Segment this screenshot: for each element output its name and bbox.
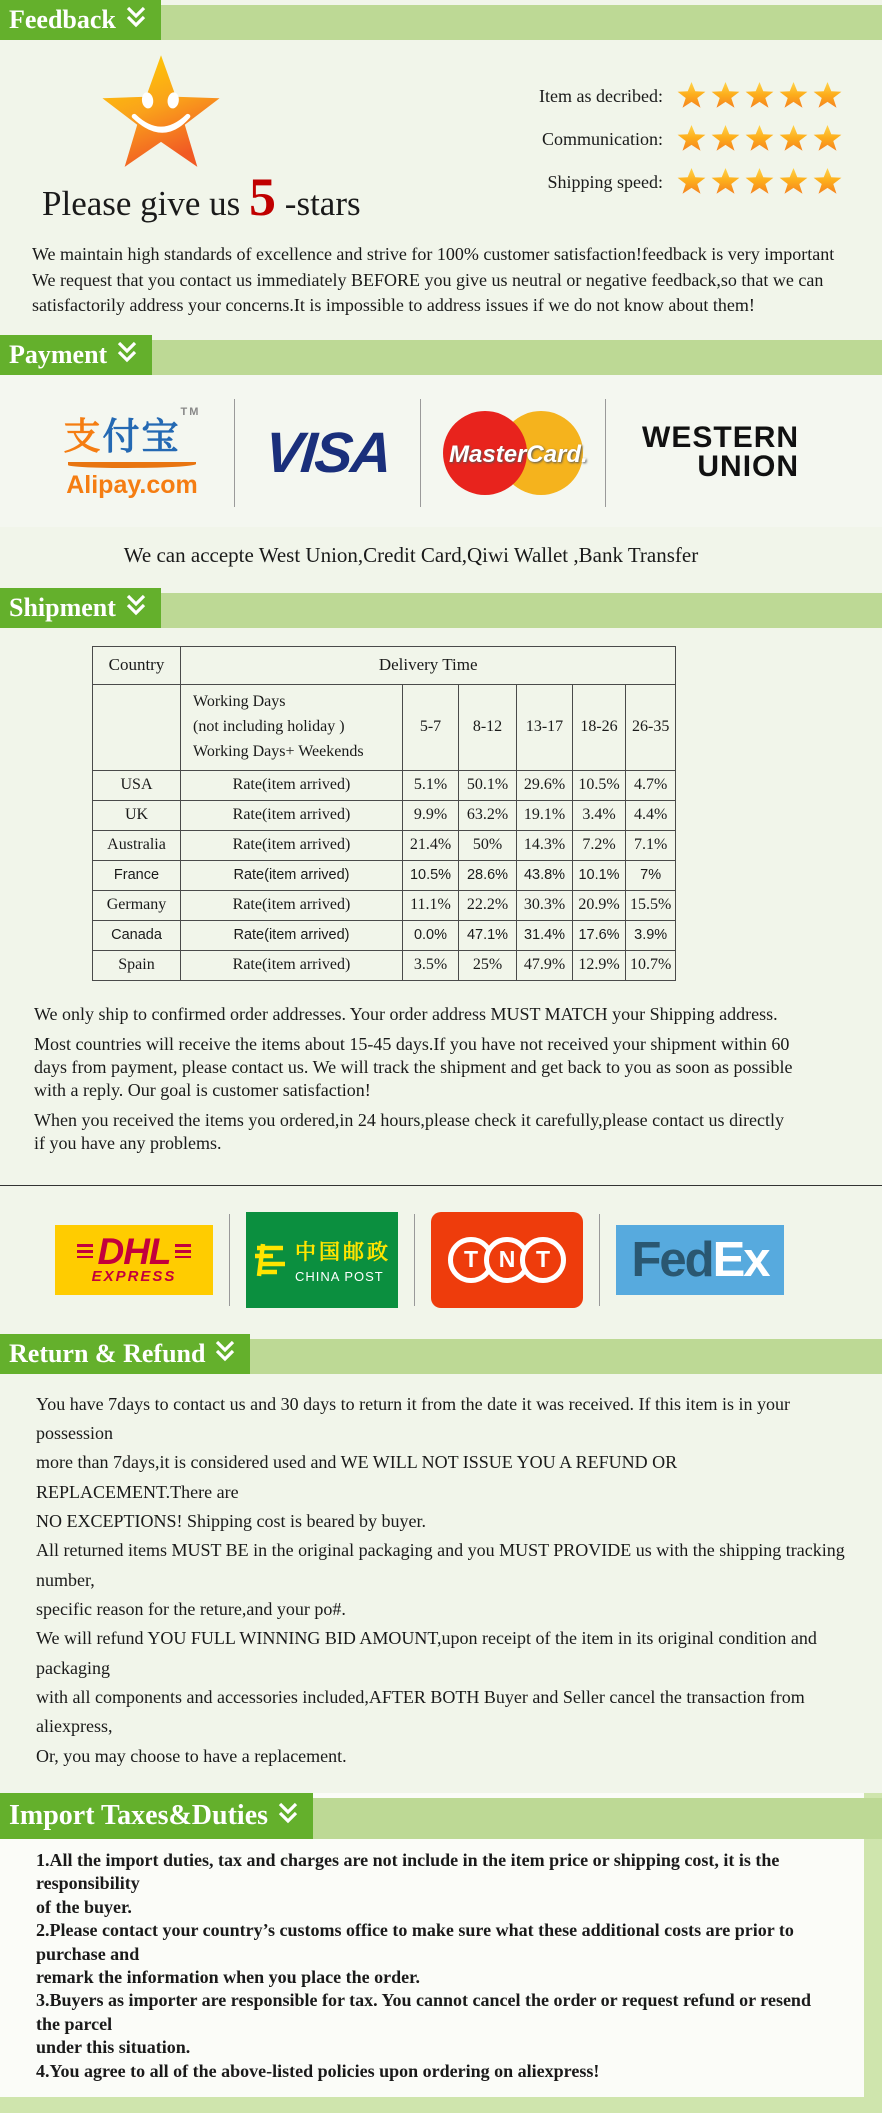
rate-value-cell: 43.8% [517, 860, 573, 890]
rate-value-cell: 47.9% [517, 950, 573, 980]
rate-value-cell: 10.5% [573, 770, 626, 800]
shipment-header-text: Shipment [9, 592, 116, 622]
star-icon [745, 125, 774, 153]
logo-separator [234, 399, 235, 507]
rate-value-cell: 50.1% [459, 770, 517, 800]
paragraph-gap [34, 1102, 852, 1109]
day-range-cell: 18-26 [573, 684, 626, 770]
payment-section-header [0, 335, 882, 375]
table-days-row [93, 684, 676, 770]
star-icon [677, 125, 706, 153]
star-icon [745, 168, 774, 196]
rate-value-cell: 19.1% [517, 800, 573, 830]
table-header-row [93, 646, 676, 684]
country-header-cell: Country [93, 646, 181, 684]
rating-label: Shipping speed: [547, 171, 663, 192]
visa-logo: VISA [262, 420, 393, 485]
delivery-table [92, 646, 676, 981]
logo-separator [414, 1214, 415, 1306]
rate-label-cell: Rate(item arrived) [181, 920, 403, 950]
rate-value-cell: 63.2% [459, 800, 517, 830]
table-row [93, 830, 676, 860]
delivery-time-header-cell: Delivery Time [181, 646, 676, 684]
text-line: Or, you may choose to have a replacement. [36, 1745, 347, 1766]
rate-value-cell: 22.2% [459, 890, 517, 920]
rate-label-cell: Rate(item arrived) [181, 950, 403, 980]
rate-value-cell: 15.5% [626, 890, 676, 920]
text-line: 1.All the import duties, tax and charges are not include in the item price or shipping cost, it is the responsibility [36, 1850, 780, 1894]
please-give-5-stars-text [42, 166, 430, 228]
text-line: When you received the items you ordered,in 24 hours,please check it carefully,please contact us directly [34, 1109, 785, 1130]
rate-value-cell: 12.9% [573, 950, 626, 980]
day-range-cell: 5-7 [403, 684, 459, 770]
shipment-section-header [0, 588, 882, 628]
china-post-logo [246, 1212, 398, 1308]
mastercard-logo [443, 408, 588, 498]
alipay-cn-rest: 付宝 [102, 415, 181, 457]
rate-value-cell: 10.5% [403, 860, 459, 890]
double-chevron-down-icon [125, 5, 147, 35]
rate-value-cell: 4.4% [626, 800, 676, 830]
import-taxes-header-text: Import Taxes&Duties [9, 1800, 269, 1832]
alipay-domain-text: Alipay.com [66, 470, 198, 499]
paragraph-gap [34, 1026, 852, 1033]
day-range-cell: 26-35 [626, 684, 676, 770]
import-taxes-section-header [0, 1793, 882, 1839]
rating-row [430, 125, 842, 153]
empty-cell [93, 684, 181, 770]
dhl-stripes [175, 1244, 191, 1258]
delivery-table-wrap [0, 628, 882, 987]
western-union-line2: UNION [697, 449, 800, 483]
text-line: with all components and accessories included,AFTER BOTH Buyer and Seller cancel the transaction from aliexpress, [36, 1687, 805, 1737]
return-refund-section-header [0, 1334, 882, 1374]
alipay-logo [52, 406, 212, 500]
logo-separator [229, 1214, 230, 1306]
accepted-methods-text: We can accepte West Union,Credit Card,Qiwi Wallet ,Bank Transfer [123, 542, 699, 567]
rate-value-cell: 3.5% [403, 950, 459, 980]
rate-label-cell: Rate(item arrived) [181, 800, 403, 830]
rate-value-cell: 10.1% [573, 860, 626, 890]
text-line: Most countries will receive the items about 15-45 days.If you have not received your shipment within 60 [34, 1033, 790, 1054]
text-line: satisfactorily address your concerns.It is impossible to address issues if we do not know about them! [32, 295, 755, 316]
return-refund-text [0, 1374, 882, 1793]
double-chevron-down-icon [277, 1801, 299, 1831]
tnt-letter-circle: T [448, 1237, 494, 1283]
star-icon [677, 168, 706, 196]
text-line: All returned items MUST BE in the original packaging and you MUST PROVIDE us with the shipping tracking number, [36, 1540, 845, 1590]
rate-value-cell: 5.1% [403, 770, 459, 800]
tnt-letter-circle: T [520, 1237, 566, 1283]
rate-value-cell: 0.0% [403, 920, 459, 950]
country-cell: USA [93, 770, 181, 800]
dhl-express-text: EXPRESS [91, 1267, 177, 1285]
feedback-header-label [0, 0, 161, 40]
text-line: You have 7days to contact us and 30 days to return it from the date it was received. If this item is in your possession [36, 1393, 791, 1444]
text-line: under this situation. [36, 2037, 191, 2058]
table-row [93, 860, 676, 890]
western-union-logo [628, 421, 800, 483]
text-line: We only ship to confirmed order addresses. Your order address MUST MATCH your Shipping address. [34, 1003, 778, 1024]
logo-separator [599, 1214, 600, 1306]
country-cell: Canada [93, 920, 181, 950]
fedex-fed-text: Fed [631, 1232, 713, 1287]
feedback-body [0, 40, 882, 228]
text-line: 3.Buyers as importer are responsible for tax. You cannot cancel the order or request refund or resend the parcel [36, 1990, 811, 2034]
tnt-letter-circle: N [484, 1237, 530, 1283]
rate-value-cell: 10.7% [626, 950, 676, 980]
text-line: We request that you contact us immediately BEFORE you give us neutral or negative feedback,so that we can [32, 269, 824, 290]
rate-value-cell: 47.1% [459, 920, 517, 950]
rate-label-cell: Rate(item arrived) [181, 830, 403, 860]
double-chevron-down-icon [125, 593, 147, 623]
country-cell: UK [93, 800, 181, 830]
alipay-swoosh [68, 461, 196, 468]
alipay-cn-first: 支 [63, 415, 103, 457]
text-line: days from payment, please contact us. We will track the shipment and get back to you as soon as possible [34, 1056, 793, 1077]
rating-row [430, 168, 842, 196]
text-line: We maintain high standards of excellence and strive for 100% customer satisfaction!feedback is very important [32, 244, 835, 264]
country-cell: France [93, 860, 181, 890]
country-cell: Germany [93, 890, 181, 920]
feedback-paragraph [0, 228, 882, 335]
star-icon [677, 82, 706, 110]
text-line: if you have any problems. [34, 1132, 222, 1153]
text-line: remark the information when you place the order. [36, 1967, 420, 1988]
text-line: We will refund YOU FULL WINNING BID AMOUNT,upon receipt of the item in its original condition and packaging [36, 1628, 817, 1678]
give-us-number: 5 [249, 167, 277, 227]
table-row [93, 920, 676, 950]
day-range-cell: 8-12 [459, 684, 517, 770]
star-icon [745, 82, 774, 110]
rating-rows [430, 40, 882, 228]
fedex-ex-text: Ex [712, 1232, 769, 1287]
rate-value-cell: 14.3% [517, 830, 573, 860]
rate-label-cell: Rate(item arrived) [181, 770, 403, 800]
star-icon [779, 168, 808, 196]
rating-row [430, 82, 842, 110]
rate-value-cell: 11.1% [403, 890, 459, 920]
rate-value-cell: 7.2% [573, 830, 626, 860]
star-icon [711, 82, 740, 110]
logo-separator [605, 399, 606, 507]
table-row [93, 890, 676, 920]
rate-value-cell: 31.4% [517, 920, 573, 950]
table-row [93, 950, 676, 980]
western-union-line1: WESTERN [642, 421, 800, 455]
rate-value-cell: 3.4% [573, 800, 626, 830]
bottom-green-strip [0, 2097, 882, 2113]
dhl-text: DHL [97, 1230, 171, 1272]
star-icon [779, 125, 808, 153]
china-post-en-text: CHINA POST [295, 1268, 384, 1284]
return-refund-header-text: Return & Refund [9, 1338, 206, 1368]
working-days-cell: Working Days (not including holiday ) Working Days+ Weekends [181, 684, 403, 770]
rate-value-cell: 3.9% [626, 920, 676, 950]
rate-value-cell: 50% [459, 830, 517, 860]
double-chevron-down-icon [214, 1339, 236, 1369]
star-icon [813, 125, 842, 153]
import-taxes-text [0, 1839, 882, 2097]
dhl-logo [55, 1225, 213, 1295]
feedback-section-header [0, 0, 882, 40]
give-us-pre: Please give us [42, 184, 241, 223]
payment-header-text: Payment [9, 339, 108, 369]
shipment-header-label [0, 588, 161, 628]
shipment-notes [0, 987, 882, 1159]
rate-label-cell: Rate(item arrived) [181, 860, 403, 890]
table-row [93, 770, 676, 800]
china-post-cn-text: 中国邮政 [295, 1240, 391, 1264]
text-line: of the buyer. [36, 1896, 132, 1917]
star-icon [813, 82, 842, 110]
rating-label: Communication: [542, 128, 663, 149]
text-line: 2.Please contact your country’s customs office to make sure what these additional costs are prior to purchase and [36, 1920, 794, 1964]
rate-value-cell: 20.9% [573, 890, 626, 920]
dhl-stripes [77, 1244, 93, 1258]
rate-value-cell: 7.1% [626, 830, 676, 860]
day-range-cell: 13-17 [517, 684, 573, 770]
star-icon [813, 168, 842, 196]
rate-value-cell: 21.4% [403, 830, 459, 860]
payment-header-label [0, 335, 152, 375]
double-chevron-down-icon [116, 340, 138, 370]
fedex-logo [616, 1225, 784, 1295]
give-us-post: -stars [284, 184, 361, 223]
rating-label: Item as decribed: [539, 85, 663, 106]
mastercard-text: MasterCard. [449, 440, 588, 468]
rate-value-cell: 28.6% [459, 860, 517, 890]
import-taxes-header-label [0, 1793, 313, 1839]
import-taxes-section [0, 1793, 882, 2097]
rate-value-cell: 17.6% [573, 920, 626, 950]
rate-value-cell: 7% [626, 860, 676, 890]
text-line: NO EXCEPTIONS! Shipping cost is beared by buyer. [36, 1511, 426, 1532]
rating-stars [677, 168, 842, 196]
rate-value-cell: 9.9% [403, 800, 459, 830]
rate-value-cell: 29.6% [517, 770, 573, 800]
text-line: more than 7days,it is considered used and WE WILL NOT ISSUE YOU A REFUND OR REPLACEMENT.There are [36, 1452, 678, 1502]
star-icon [711, 125, 740, 153]
rating-stars [677, 125, 842, 153]
rating-stars [677, 82, 842, 110]
text-line: specific reason for the reture,and your po#. [36, 1599, 346, 1620]
text-line: with a reply. Our goal is customer satisfaction! [34, 1079, 371, 1100]
payment-logos-row [0, 375, 882, 527]
country-cell: Spain [93, 950, 181, 980]
star-icon [711, 168, 740, 196]
return-refund-header-label [0, 1334, 250, 1374]
feedback-header-text: Feedback [9, 5, 116, 34]
rate-value-cell: 30.3% [517, 890, 573, 920]
country-cell: Australia [93, 830, 181, 860]
logo-separator [420, 399, 421, 507]
star-icon [779, 82, 808, 110]
text-line: 4.You agree to all of the above-listed policies upon ordering on aliexpress! [36, 2060, 600, 2081]
feedback-left-block [0, 40, 430, 228]
carrier-logos-row [0, 1186, 882, 1334]
smiley-star-icon [100, 54, 222, 170]
table-row [93, 800, 676, 830]
alipay-tm: TM [180, 405, 201, 418]
rate-value-cell: 4.7% [626, 770, 676, 800]
tnt-logo [431, 1212, 583, 1308]
rate-value-cell: 25% [459, 950, 517, 980]
rate-label-cell: Rate(item arrived) [181, 890, 403, 920]
china-post-emblem-icon [253, 1240, 287, 1280]
